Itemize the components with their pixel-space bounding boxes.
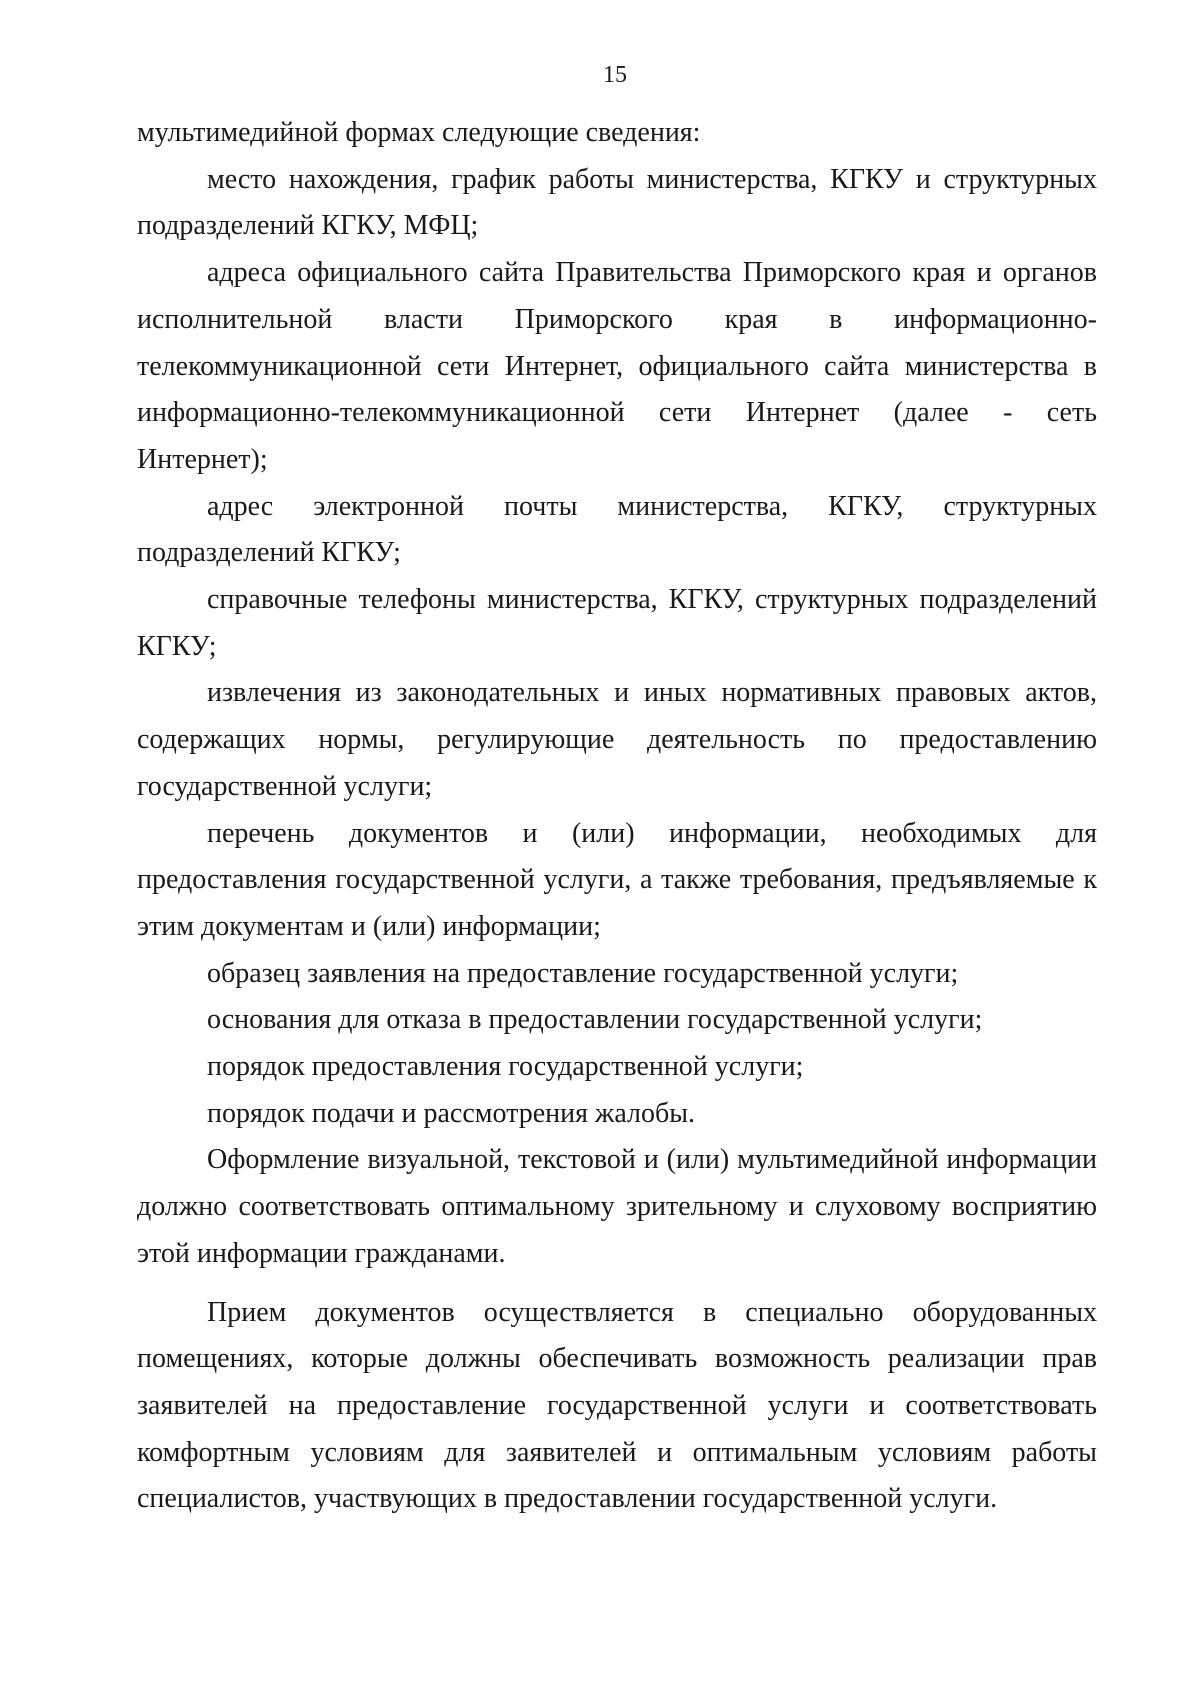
paragraph-refusal-grounds: основания для отказа в предоставлении государственной услуги; [207,1004,983,1036]
paragraph-document-reception: Прием документов осуществляется в специально оборудованных помещениях, которые должны обеспечивать возможность реализации прав заявителей на предоставление государственной услуги и соответствовать комфортным условиям для заявителей и оптимальным условиям работы специалистов, участвующих в предоставлении государственной услуги. [137,1296,1097,1515]
paragraph-email-address: адрес электронной почты министерства, КГКУ, структурных подразделений КГКУ; [137,490,1097,569]
document-body [137,110,1097,1523]
paragraph-continuation: мультимедийной формах следующие сведения: [137,117,701,148]
paragraph-application-sample: образец заявления на предоставление государственной услуги; [207,957,959,989]
paragraph-location-schedule: место нахождения, график работы министерства, КГКУ и структурных подразделений КГКУ, МФЦ; [137,163,1097,242]
paragraph-reference-phones: справочные телефоны министерства, КГКУ, структурных подразделений КГКУ; [137,584,1097,662]
paragraph-complaint-procedure: порядок подачи и рассмотрения жалобы. [207,1097,696,1129]
paragraph-website-addresses: адреса официального сайта Правительства Приморского края и органов исполнительной власти Приморского края в информационно-телекоммуникационной сети Интернет, официального сайта министерства в информационно-телекоммуникационной сети Интернет (далее - сеть Интернет); [137,257,1097,475]
paragraph-information-design: Оформление визуальной, текстовой и (или) мультимедийной информации должно соответствовать оптимальному зрительному и слуховому восприятию этой информации гражданами. [137,1144,1097,1269]
paragraph-service-procedure: порядок предоставления государственной услуги; [207,1051,804,1083]
paragraph-document-list: перечень документов и (или) информации, необходимых для предоставления государственной услуги, а также требования, предъявляемые к этим документам и (или) информации; [137,817,1097,942]
page-number: 15 [603,62,627,88]
paragraph-legal-extracts: извлечения из законодательных и иных нормативных правовых актов, содержащих нормы, регулирующие деятельность по предоставлению государственной услуги; [137,677,1097,802]
